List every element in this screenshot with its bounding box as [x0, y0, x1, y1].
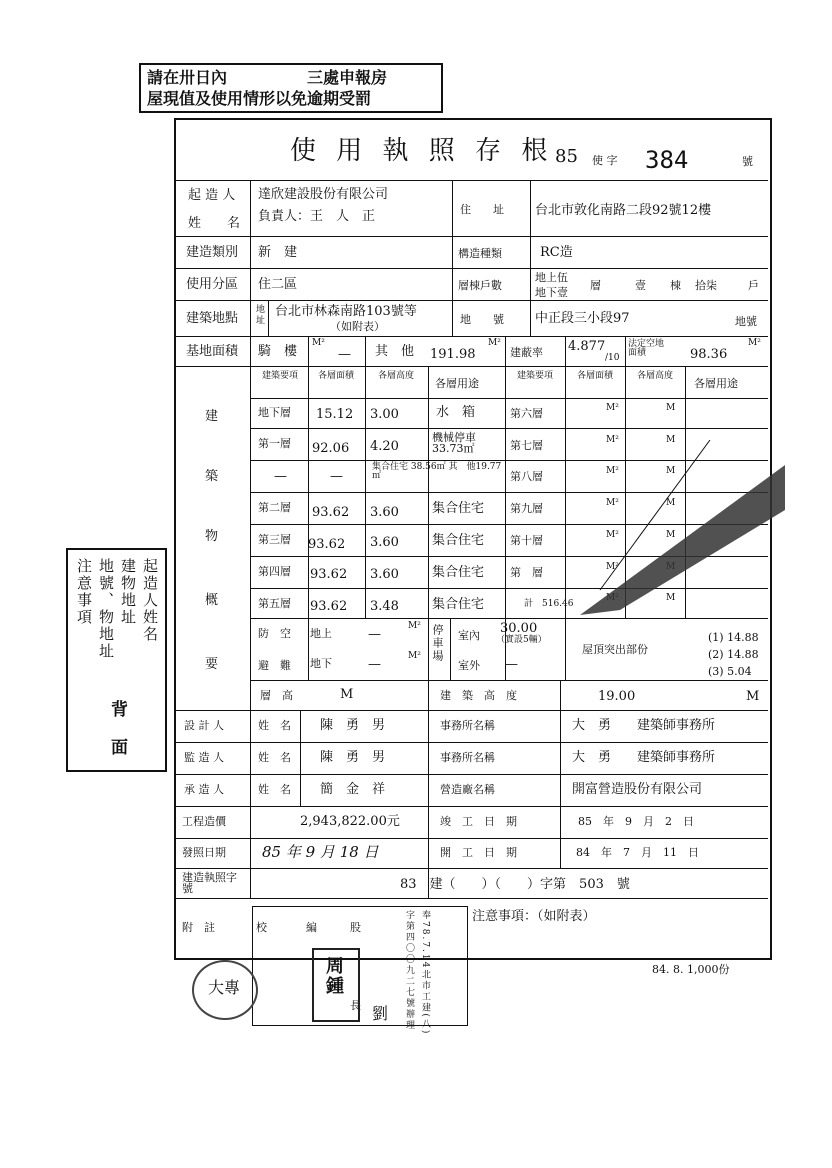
- summary-label-4: 概: [205, 593, 219, 608]
- official-seal-text: 周鍾: [323, 956, 344, 996]
- col-header-item: 建築要項: [261, 371, 298, 381]
- floor-item2: 第八層: [510, 470, 543, 483]
- top-stamp-box: [139, 63, 443, 113]
- floors-above: 地上伍: [535, 271, 568, 284]
- floor-area2: M²: [606, 403, 619, 413]
- builder-rep: 負責人：王 人 正: [258, 209, 376, 224]
- site-addr-prefix: 地址: [254, 304, 264, 326]
- parking-label: 停車場: [431, 624, 444, 663]
- designer-office: 大 勇 建築師事務所: [572, 718, 716, 733]
- floor-area: —: [330, 469, 343, 484]
- contractor-label: 承 造 人: [184, 783, 224, 796]
- col-header-item2: 建築要項: [516, 371, 553, 381]
- col-header-use2: 各層用途: [694, 377, 738, 390]
- shelter-below-value: —: [368, 657, 381, 672]
- round-stamp-text: 大專: [208, 978, 241, 997]
- shelter-label: 防 空: [258, 627, 291, 640]
- category-label: 建造類別: [186, 245, 239, 260]
- parking-in-label: 室內: [458, 629, 480, 642]
- floor-use: 機械停車 33.73㎡: [432, 431, 476, 455]
- cost-label: 工程造價: [182, 815, 226, 828]
- floor-height: 3.00: [370, 407, 399, 422]
- story-height-unit: M: [340, 687, 354, 702]
- designer-label: 設 計 人: [184, 719, 224, 732]
- floor-height: 3.60: [370, 567, 399, 582]
- lot-value: 中正段三小段97: [535, 311, 630, 326]
- floor-area2: M²: [606, 562, 619, 572]
- floor-use: 水 箱: [436, 405, 476, 420]
- floor-item: 第三層: [258, 533, 291, 546]
- col-header-use: 各層用途: [435, 377, 479, 390]
- issue-date: 85 年 9 月 18 日: [262, 843, 379, 861]
- floor-height: 3.48: [370, 599, 399, 614]
- floor-area2: M²: [606, 466, 619, 476]
- supervisor-office: 大 勇 建築師事務所: [572, 750, 716, 765]
- struct-value: RC造: [540, 245, 573, 260]
- open-unit: M²: [748, 338, 761, 348]
- notes-vertical: 字第四〇〇九二七號辦理: [404, 910, 414, 1031]
- supervisor-label: 監 造 人: [184, 751, 224, 764]
- floor-item2: 第七層: [510, 439, 543, 452]
- building-height-unit: M: [746, 689, 760, 704]
- left-stamp-col1: 起造人姓名: [141, 558, 159, 643]
- summary-label-3: 物: [205, 529, 219, 544]
- col-header-area: 各層面積: [317, 371, 354, 381]
- start-date: 84 年 7 月 11 日: [576, 846, 699, 859]
- floor-item: 第四層: [258, 565, 291, 578]
- floor-area: 92.06: [312, 441, 350, 456]
- floor-item: 第一層: [258, 437, 291, 450]
- col-header-area2: 各層面積: [576, 371, 613, 381]
- floor-area: 93.62: [308, 537, 346, 552]
- footer-print: 84. 8. 1,000份: [652, 963, 730, 976]
- floor-item2: 計 516.46: [524, 599, 574, 609]
- doc-year: 85: [555, 146, 578, 167]
- lot-label: 地 號: [460, 313, 504, 326]
- building-height-label: 建 築 高 度: [440, 689, 517, 702]
- other-unit: M²: [488, 338, 501, 348]
- floor-item: 地下層: [258, 406, 291, 419]
- open-value: 98.36: [690, 347, 728, 362]
- supervisor-name: 陳 勇 男: [320, 750, 386, 765]
- building-height-value: 19.00: [598, 689, 636, 704]
- summary-label-5: 要: [205, 657, 219, 672]
- review-3: 股: [350, 921, 361, 934]
- ratio-den: /10: [605, 353, 620, 363]
- completion-date: 85 年 9 月 2 日: [578, 815, 694, 828]
- notes-ref: 奉78.7.14北市工建(八): [420, 910, 430, 1036]
- story-height-label: 層 高: [260, 689, 293, 702]
- left-stamp-col4: 注意事項: [75, 558, 93, 626]
- contractor-office-label: 營造廠名稱: [440, 783, 495, 796]
- floor-height2: M: [666, 530, 676, 540]
- lot-suffix: 地號: [735, 315, 757, 328]
- parking-out-value: —: [505, 657, 518, 672]
- shelter-above-label: 地上: [310, 627, 332, 640]
- arcade-value: —: [338, 347, 351, 362]
- floor-area2: M²: [606, 435, 619, 445]
- summary-label-1: 建: [205, 409, 219, 424]
- floor-item2: 第 層: [510, 566, 543, 579]
- notes-label: 附 註: [182, 921, 215, 934]
- floor-item: 第五層: [258, 597, 291, 610]
- shelter-above-unit: M²: [408, 621, 421, 631]
- floor-height: 3.60: [370, 535, 399, 550]
- page-title: 使 用 執 照 存 根: [290, 136, 554, 166]
- floor-area: 15.12: [316, 407, 354, 422]
- col-header-height: 各層高度: [377, 371, 414, 381]
- review-1: 校: [256, 921, 267, 934]
- floor-item: 第二層: [258, 501, 291, 514]
- review-4: 長: [350, 999, 361, 1012]
- scan-artifact: [560, 440, 790, 620]
- builder-label-bottom: 姓 名: [188, 216, 241, 231]
- contractor-name: 簡 金 祥: [320, 782, 386, 797]
- floor-height: 4.20: [370, 439, 399, 454]
- zone-value: 住二區: [258, 277, 298, 292]
- area-label: 基地面積: [186, 344, 239, 359]
- builder-label-top: 起 造 人: [188, 188, 236, 203]
- ratio-value: 4.877: [568, 339, 606, 354]
- floor-use: 集合住宅: [432, 533, 485, 548]
- floor-area: 93.62: [312, 505, 350, 520]
- shelter-below-unit: M²: [408, 651, 421, 661]
- roof-val-1: (1) 14.88: [708, 631, 759, 644]
- floor-height2: M: [666, 435, 676, 445]
- floor-use: 集合住宅 38.56㎡ 其 他19.77㎡: [372, 462, 502, 481]
- floor-height2: M: [666, 498, 676, 508]
- top-stamp-line2: 屋現值及使用情形以免逾期受罰: [147, 89, 372, 108]
- doc-number: 384: [645, 146, 689, 174]
- doc-char: 使 字: [592, 154, 618, 167]
- parking-in-note: （實設5輛）: [496, 635, 547, 645]
- floor-height2: M: [666, 466, 676, 476]
- col-header-height2: 各層高度: [636, 371, 673, 381]
- builder-name: 達欣建設股份有限公司: [258, 187, 389, 202]
- parking-in-value: 30.00: [500, 621, 538, 636]
- doc-hao: 號: [742, 155, 753, 168]
- contractor-office: 開富營造股份有限公司: [572, 782, 703, 797]
- hu-count: 拾柒: [695, 279, 717, 292]
- site-addr-note: （如附表）: [330, 320, 385, 333]
- left-stamp-col2: 建物地址: [119, 558, 137, 626]
- floor-item: —: [274, 469, 287, 484]
- site-addr: 台北市林森南路103號等: [275, 304, 417, 319]
- review-2: 編: [306, 921, 317, 934]
- dong-label: 棟: [670, 279, 681, 292]
- floor-height2: M: [666, 593, 676, 603]
- site-label: 建築地點: [186, 311, 239, 326]
- floors-below: 地下壹: [535, 286, 568, 299]
- left-stamp-back: 背 面: [107, 700, 127, 757]
- roof-val-2: (2) 14.88: [708, 648, 759, 661]
- shelter-sub: 避 難: [258, 659, 291, 672]
- designer-name: 陳 勇 男: [320, 718, 386, 733]
- roof-label: 屋頂突出部份: [582, 643, 648, 656]
- floor-area: 93.62: [310, 599, 348, 614]
- supervisor-office-label: 事務所名稱: [440, 751, 495, 764]
- permit-value: 83 建（ ）（ ）字第 503 號: [400, 877, 630, 892]
- builder-addr-label: 住 址: [460, 203, 504, 216]
- floor-use: 集合住宅: [432, 501, 485, 516]
- arcade-label: 騎 樓: [258, 344, 298, 359]
- start-label: 開 工 日 期: [440, 846, 517, 859]
- floor-area2: M²: [606, 498, 619, 508]
- floor-height2: M: [666, 403, 676, 413]
- issue-label: 發照日期: [182, 846, 226, 859]
- other-label: 其 他: [375, 344, 415, 359]
- floors-label: 層棟戶數: [458, 279, 502, 292]
- top-stamp-line1: 請在卅日內 三處申報房: [147, 68, 388, 87]
- cost-value: 2,943,822.00元: [300, 814, 400, 829]
- floor-item2: 第九層: [510, 502, 543, 515]
- shelter-above-value: —: [368, 627, 381, 642]
- floor-area2: M²: [606, 530, 619, 540]
- ratio-label: 建蔽率: [510, 346, 543, 359]
- dong-count: 壹: [635, 279, 646, 292]
- permit-label: 建造執照字號: [182, 871, 237, 895]
- builder-addr: 台北市敦化南路二段92號12樓: [535, 203, 712, 218]
- struct-label: 構造種類: [458, 247, 502, 260]
- round-stamp: [192, 960, 258, 1020]
- shelter-below-label: 地下: [310, 657, 332, 670]
- floor-height: 3.60: [370, 505, 399, 520]
- arcade-unit: M²: [312, 338, 325, 348]
- supervisor-name-label: 姓 名: [258, 751, 291, 764]
- hu-label: 戶: [748, 279, 759, 292]
- open-label: 法定空地面積: [628, 339, 665, 358]
- category-value: 新 建: [258, 245, 298, 260]
- notes-notice: 注意事項：（如附表）: [472, 909, 596, 924]
- parking-out-label: 室外: [458, 659, 480, 672]
- floor-use: 集合住宅: [432, 565, 485, 580]
- designer-office-label: 事務所名稱: [440, 719, 495, 732]
- floor-area: 93.62: [310, 567, 348, 582]
- left-stamp-box: [66, 548, 167, 772]
- left-stamp-col3: 地號、物地址: [97, 558, 115, 660]
- other-value: 191.98: [430, 347, 476, 362]
- designer-name-label: 姓 名: [258, 719, 291, 732]
- zone-label: 使用分區: [186, 277, 239, 292]
- floor-item2: 第六層: [510, 407, 543, 420]
- roof-val-3: (3) 5.04: [708, 665, 752, 678]
- contractor-name-label: 姓 名: [258, 783, 291, 796]
- summary-label-2: 築: [205, 469, 219, 484]
- officer-chop: 劉: [372, 1004, 389, 1023]
- floor-use: 集合住宅: [432, 597, 485, 612]
- floor-item2: 第十層: [510, 534, 543, 547]
- official-seal: [312, 948, 360, 1022]
- completion-label: 竣 工 日 期: [440, 815, 517, 828]
- floors-ceng: 層: [590, 279, 601, 292]
